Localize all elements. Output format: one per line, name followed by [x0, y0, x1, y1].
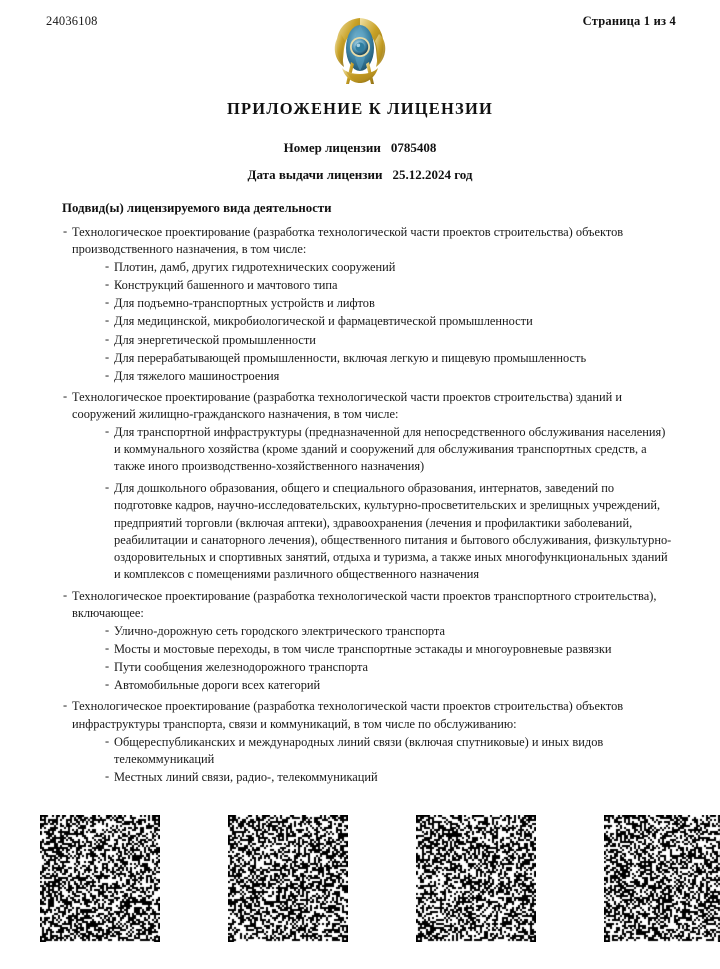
activity-subitem: - Общереспубликанских и международных линий связи (включая спутниковые) и иных видов телекоммуникаций — [105, 734, 672, 768]
activity-subitem: - Мосты и мостовые переходы, в том числе транспортные эстакады и многоуровневые развязки — [105, 641, 672, 658]
activity-group — [62, 389, 672, 583]
page-title: ПРИЛОЖЕНИЕ К ЛИЦЕНЗИИ — [226, 99, 494, 118]
activity-group — [62, 698, 672, 785]
section-heading: Подвид(ы) лицензируемого вида деятельности — [62, 201, 332, 215]
activity-subitem: - Для тяжелого машиностроения — [105, 368, 672, 385]
activity-group-lead: - Технологическое проектирование (разработка технологической части проектов строительства) зданий и сооружений жилищно-гражданского назначения, в том числе: — [72, 389, 672, 423]
license-date-label: Дата выдачи лицензии — [247, 167, 383, 182]
kazakhstan-coat-of-arms-icon — [329, 14, 391, 90]
barcode-4 — [604, 815, 720, 942]
activity-subitem: - Для подъемно-транспортных устройств и лифтов — [105, 295, 672, 312]
activity-group — [62, 224, 672, 385]
activity-group — [62, 588, 672, 695]
activity-subitem: - Пути сообщения железнодорожного транспорта — [105, 659, 672, 676]
group-list — [62, 224, 672, 786]
activity-subitem-list — [72, 424, 672, 583]
document-number: 24036108 — [46, 14, 98, 28]
activity-subitem-list — [72, 623, 672, 694]
barcode-1 — [40, 815, 160, 942]
activity-subitem: - Плотин, дамб, других гидротехнических сооружений — [105, 259, 672, 276]
license-number-value: 0785408 — [390, 140, 437, 155]
page-indicator: Страница 1 из 4 — [582, 14, 676, 28]
activity-subitem-list — [72, 259, 672, 385]
license-date-line — [0, 167, 720, 183]
activity-subitem: - Для энергетической промышленности — [105, 332, 672, 349]
activity-subitem: - Местных линий связи, радио-, телекоммуникаций — [105, 769, 672, 786]
barcode-2 — [228, 815, 348, 942]
activity-group-lead: - Технологическое проектирование (разработка технологической части проектов строительства) объектов инфраструктуры транспорта, связи и коммуникаций, в том числе по обслуживанию: — [72, 698, 672, 732]
activity-subtypes-list — [62, 224, 672, 790]
emblem-container — [0, 14, 720, 90]
activity-subitem: - Улично-дорожную сеть городского электрического транспорта — [105, 623, 672, 640]
activity-subitem: - Для дошкольного образования, общего и специального образования, интернатов, заведений по подготовке кадров, научно-исследовательских, культурно-просветительских и зрелищных учреждений, предприятий торговли (включая аптеки), здравоохранения (лечения и профилактики заболеваний, реабилитации и санаторного лечения), общественного питания и бытового обслуживания, физкультурно-оздоровительных и спортивных занятий, отдыха и туризма, а также иных многофункциональных зданий и комплексов с помещениями различного общественного назначения — [105, 480, 672, 583]
license-number-label: Номер лицензии — [283, 140, 381, 155]
activity-subitem: - Конструкций башенного и мачтового типа — [105, 277, 672, 294]
license-date-value: 25.12.2024 год — [392, 167, 473, 182]
barcode-3 — [416, 815, 536, 942]
activity-subitem: - Для медицинской, микробиологической и фармацевтической промышленности — [105, 313, 672, 330]
license-number-line — [0, 140, 720, 156]
activity-group-lead: - Технологическое проектирование (разработка технологической части проектов строительства) объектов производственного назначения, в том числе: — [72, 224, 672, 258]
activity-group-lead: - Технологическое проектирование (разработка технологической части проектов транспортного строительства), включающее: — [72, 588, 672, 622]
activity-subitem-list — [72, 734, 672, 786]
activity-subitem: - Автомобильные дороги всех категорий — [105, 677, 672, 694]
activity-subitem: - Для перерабатывающей промышленности, включая легкую и пищевую промышленность — [105, 350, 672, 367]
barcode-strip — [40, 815, 680, 945]
activity-subitem: - Для транспортной инфраструктуры (предназначенной для непосредственного обслуживания населения) и коммунального хозяйства (кроме зданий и сооружений для обслуживания транспортных средств, а также иного производственно-хозяйственного назначения) — [105, 424, 672, 475]
